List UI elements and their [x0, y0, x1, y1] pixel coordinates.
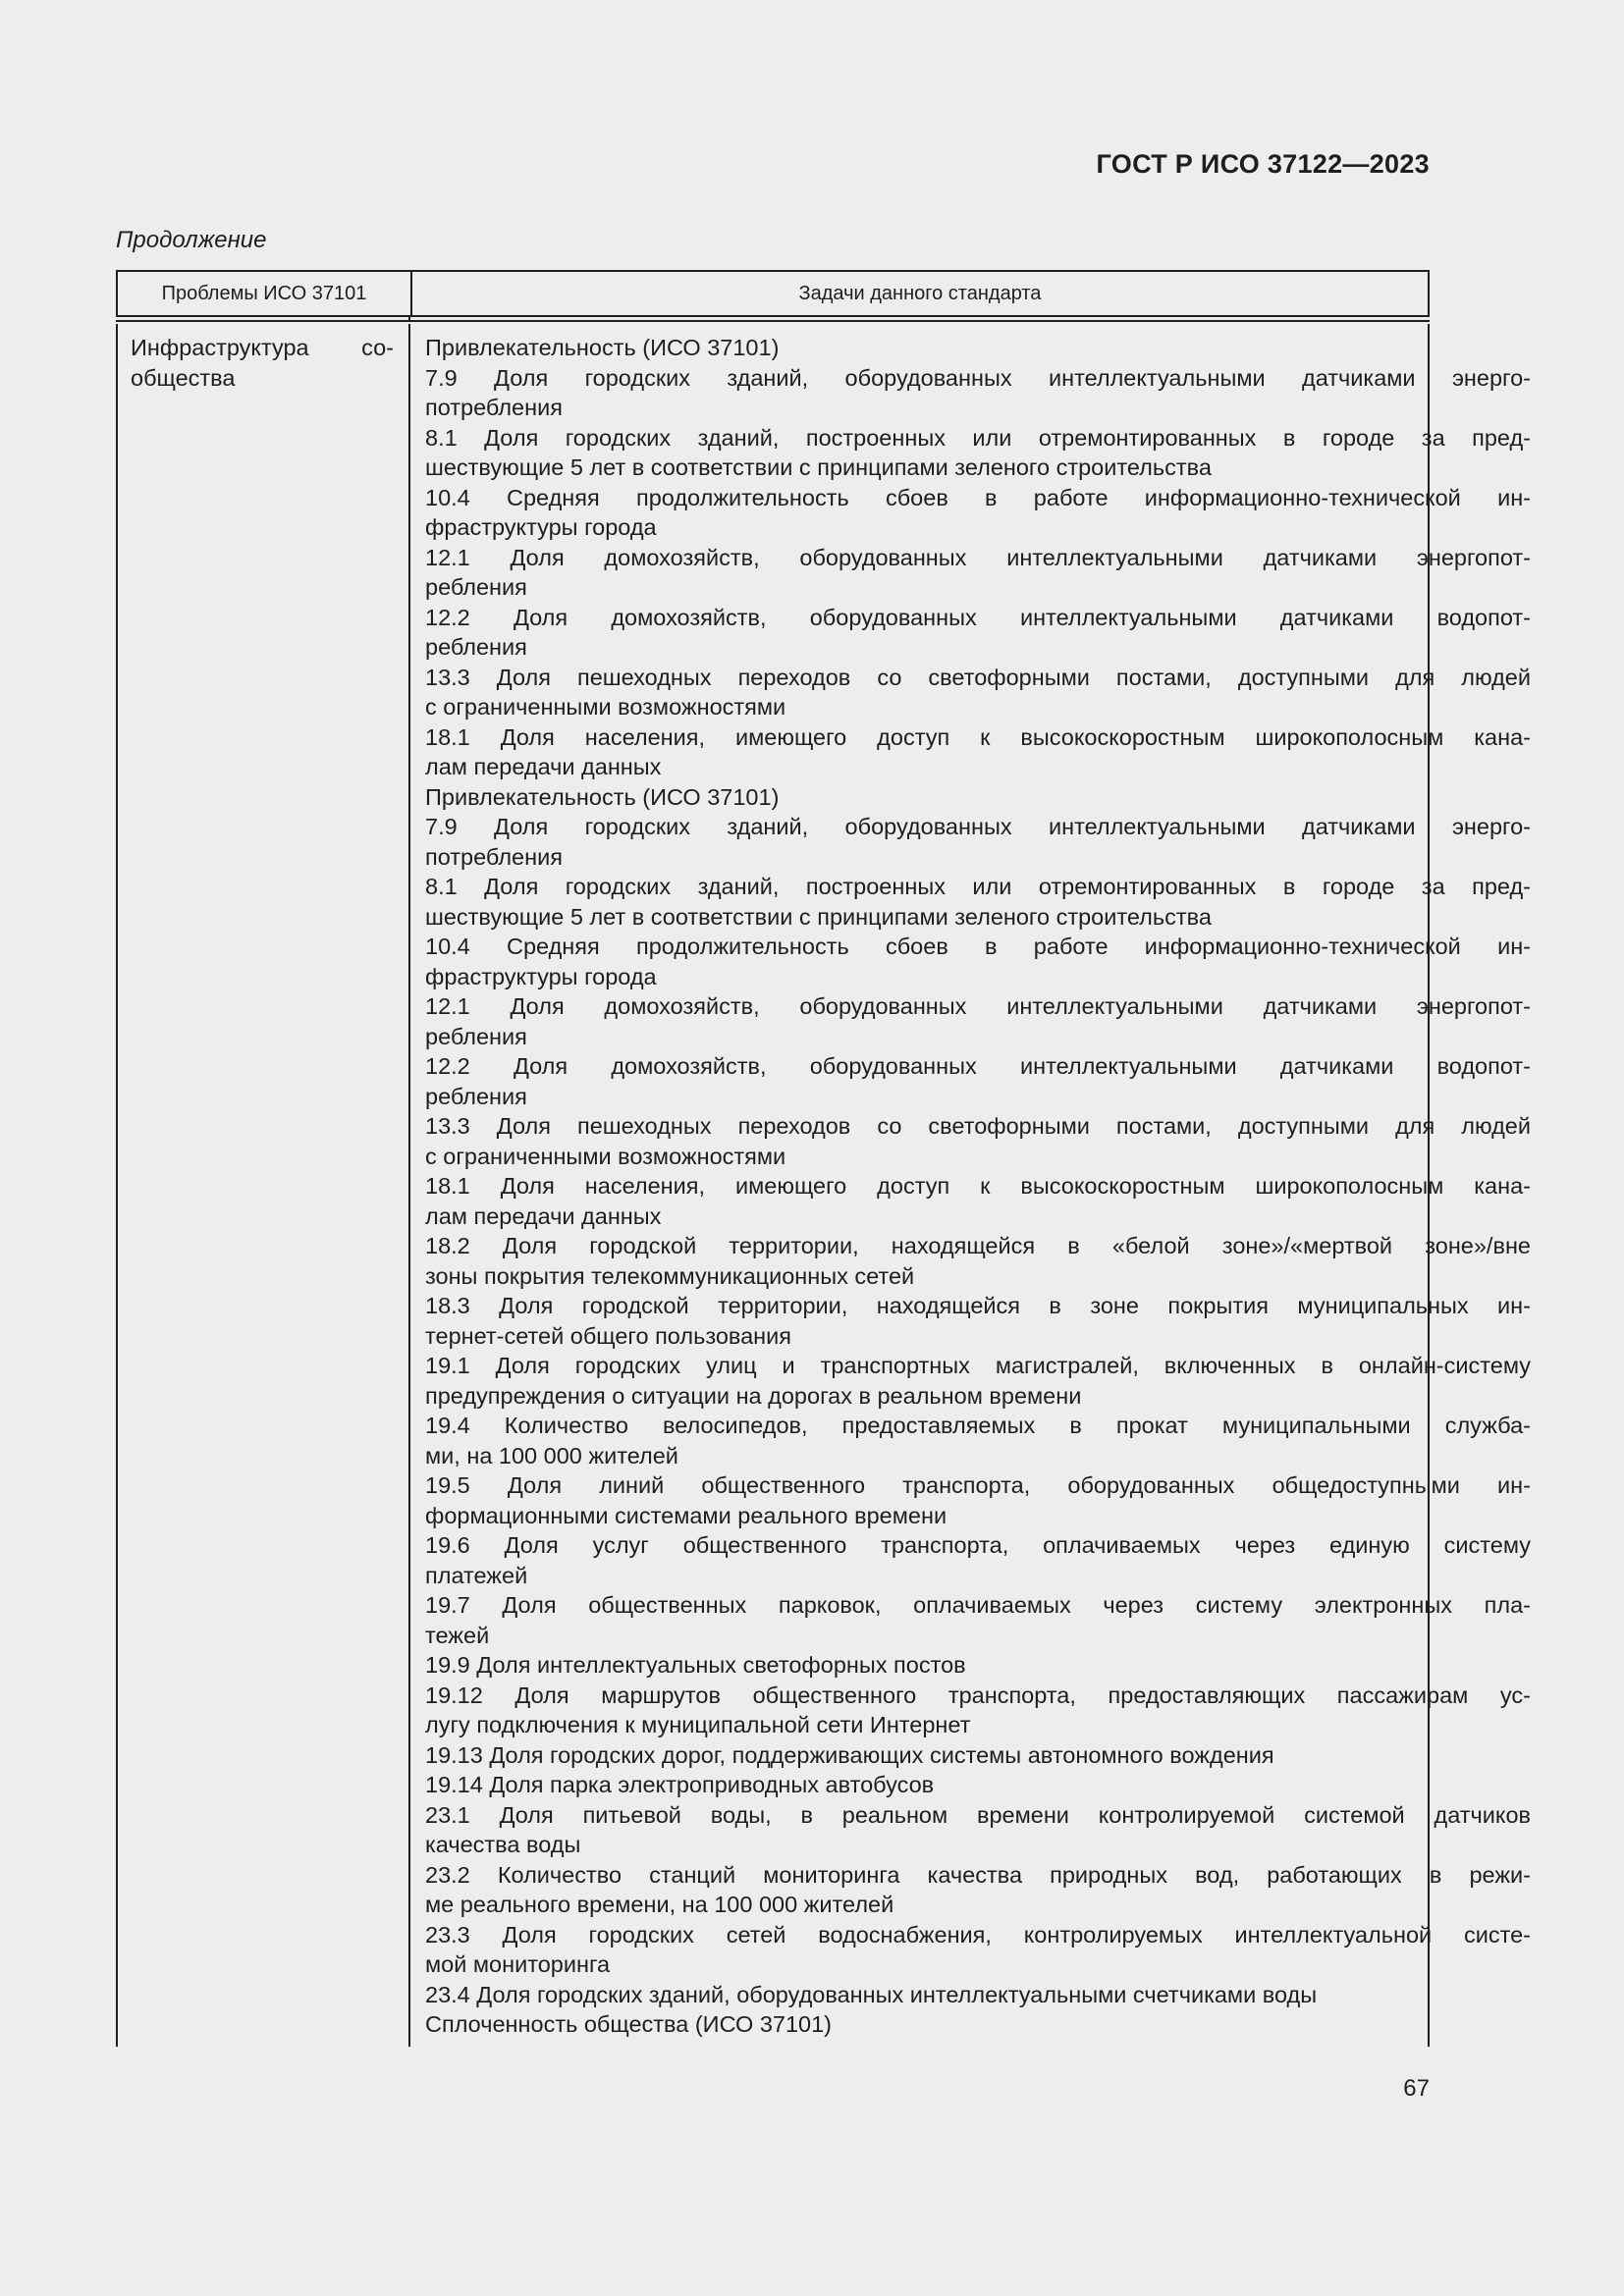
task-line: ми, на 100 000 жителей — [425, 1442, 678, 1468]
continuation-label: Продолжение — [116, 227, 267, 253]
task-line: 12.1 Доля домохозяйств, оборудованных интеллектуальными датчиками энергопот- — [425, 544, 1531, 570]
task-line: 18.1 Доля населения, имеющего доступ к высокоскоростным широкополосным кана- — [425, 1173, 1531, 1199]
task-line: ребления — [425, 634, 527, 660]
document-standard-header: ГОСТ Р ИСО 37122—2023 — [1096, 149, 1430, 179]
task-line: 18.3 Доля городской территории, находящейся в зоне покрытия муниципальных ин- — [425, 1293, 1531, 1318]
task-line: Сплоченность общества (ИСО 37101) — [425, 2011, 833, 2037]
task-line: фраструктуры города — [425, 514, 657, 540]
column-header-tasks: Задачи данного стандарта — [798, 282, 1042, 304]
table-column-divider — [408, 324, 410, 2047]
task-line: ребления — [425, 1023, 527, 1049]
task-line: Привлекательность (ИСО 37101) — [425, 783, 780, 810]
task-line: формационными системами реального времени — [425, 1502, 947, 1528]
task-line: 19.1 Доля городских улиц и транспортных магистралей, включенных в онлайн-систему — [425, 1353, 1531, 1378]
task-line: 13.3 Доля пешеходных переходов со светофорными постами, доступными для людей — [425, 664, 1531, 690]
page-number: 67 — [1403, 2075, 1430, 2102]
task-line: фраструктуры города — [425, 963, 657, 989]
task-line: 23.4 Доля городских зданий, оборудованных интеллектуальными счетчиками воды — [425, 1981, 1318, 2007]
task-line: 8.1 Доля городских зданий, построенных или отремонтированных в городе за пред- — [425, 874, 1531, 899]
task-line: шествующие 5 лет в соответствии с принципами зеленого строительства — [425, 903, 1212, 930]
task-line: 12.2 Доля домохозяйств, оборудованных интеллектуальными датчиками водопот- — [425, 604, 1531, 630]
task-line: качества воды — [425, 1832, 581, 1857]
task-line: Привлекательность (ИСО 37101) — [425, 335, 780, 360]
task-line: 19.13 Доля городских дорог, поддерживающих системы автономного вождения — [425, 1741, 1274, 1768]
task-line: зоны покрытия телекоммуникационных сетей — [425, 1262, 915, 1289]
column-header-issues: Проблемы ИСО 37101 — [118, 272, 412, 315]
task-line: шествующие 5 лет в соответствии с принципами зеленого строительства — [425, 454, 1212, 480]
task-line: 19.9 Доля интеллектуальных светофорных постов — [425, 1652, 966, 1678]
table-left-border — [116, 324, 118, 2047]
task-line: 7.9 Доля городских зданий, оборудованных интеллектуальными датчиками энерго- — [425, 364, 1531, 391]
task-line: тернет-сетей общего пользования — [425, 1322, 792, 1349]
tasks-cell — [425, 333, 1531, 2040]
task-line: ребления — [425, 1083, 527, 1109]
task-line: лугу подключения к муниципальной сети Интернет — [425, 1712, 971, 1737]
task-line: ме реального времени, на 100 000 жителей — [425, 1892, 894, 1917]
table-body — [116, 324, 1531, 2047]
task-line: 18.2 Доля городской территории, находящейся в «белой зоне»/«мертвой зоне»/вне — [425, 1233, 1531, 1258]
issue-line: общества — [131, 364, 236, 391]
task-line: 19.4 Количество велосипедов, предоставляемых в прокат муниципальными служба- — [425, 1413, 1531, 1438]
header-double-rule — [116, 317, 1430, 322]
task-line: 19.12 Доля маршрутов общественного транспорта, предоставляющих пассажирам ус- — [425, 1682, 1531, 1708]
task-line: потребления — [425, 395, 563, 420]
task-line: лам передачи данных — [425, 754, 662, 779]
task-line: ребления — [425, 574, 527, 600]
task-line: 7.9 Доля городских зданий, оборудованных интеллектуальными датчиками энерго- — [425, 814, 1531, 839]
task-line: 18.1 Доля населения, имеющего доступ к высокоскоростным широкополосным кана- — [425, 723, 1531, 750]
task-line: 19.7 Доля общественных парковок, оплачиваемых через систему электронных пла- — [425, 1592, 1531, 1618]
indicators-table — [116, 270, 1531, 2047]
issue-cell — [131, 333, 394, 393]
task-line: 12.1 Доля домохозяйств, оборудованных интеллектуальными датчиками энергопот- — [425, 993, 1531, 1019]
task-line: 8.1 Доля городских зданий, построенных или отремонтированных в городе за пред- — [425, 424, 1531, 451]
task-line: 10.4 Средняя продолжительность сбоев в работе информационно-технической ин- — [425, 484, 1531, 510]
task-line: 19.14 Доля парка электроприводных автобусов — [425, 1772, 935, 1797]
task-line: 23.2 Количество станций мониторинга качества природных вод, работающих в режи- — [425, 1861, 1531, 1888]
task-line: 23.3 Доля городских сетей водоснабжения, контролируемых интеллектуальной систе- — [425, 1921, 1531, 1948]
task-line: потребления — [425, 843, 563, 870]
task-line: 19.6 Доля услуг общественного транспорта, оплачиваемых через единую систему — [425, 1532, 1531, 1558]
task-line: мой мониторинга — [425, 1951, 611, 1977]
task-line: 13.3 Доля пешеходных переходов со светофорными постами, доступными для людей — [425, 1113, 1531, 1139]
issue-line: Инфраструктура со- — [131, 335, 394, 360]
task-line: 23.1 Доля питьевой воды, в реальном времени контролируемой системой датчиков — [425, 1801, 1531, 1828]
task-line: 10.4 Средняя продолжительность сбоев в работе информационно-технической ин- — [425, 934, 1531, 959]
task-line: предупреждения о ситуации на дорогах в реальном времени — [425, 1382, 1082, 1409]
table-header-row — [116, 270, 1430, 317]
task-line: 19.5 Доля линий общественного транспорта, оборудованных общедоступными ин- — [425, 1472, 1531, 1498]
task-line: с ограниченными возможностями — [425, 1143, 786, 1169]
task-line: лам передачи данных — [425, 1202, 662, 1229]
task-line: платежей — [425, 1562, 528, 1588]
task-line: с ограниченными возможностями — [425, 694, 786, 720]
task-line: тежей — [425, 1622, 490, 1648]
task-line: 12.2 Доля домохозяйств, оборудованных интеллектуальными датчиками водопот- — [425, 1053, 1531, 1079]
